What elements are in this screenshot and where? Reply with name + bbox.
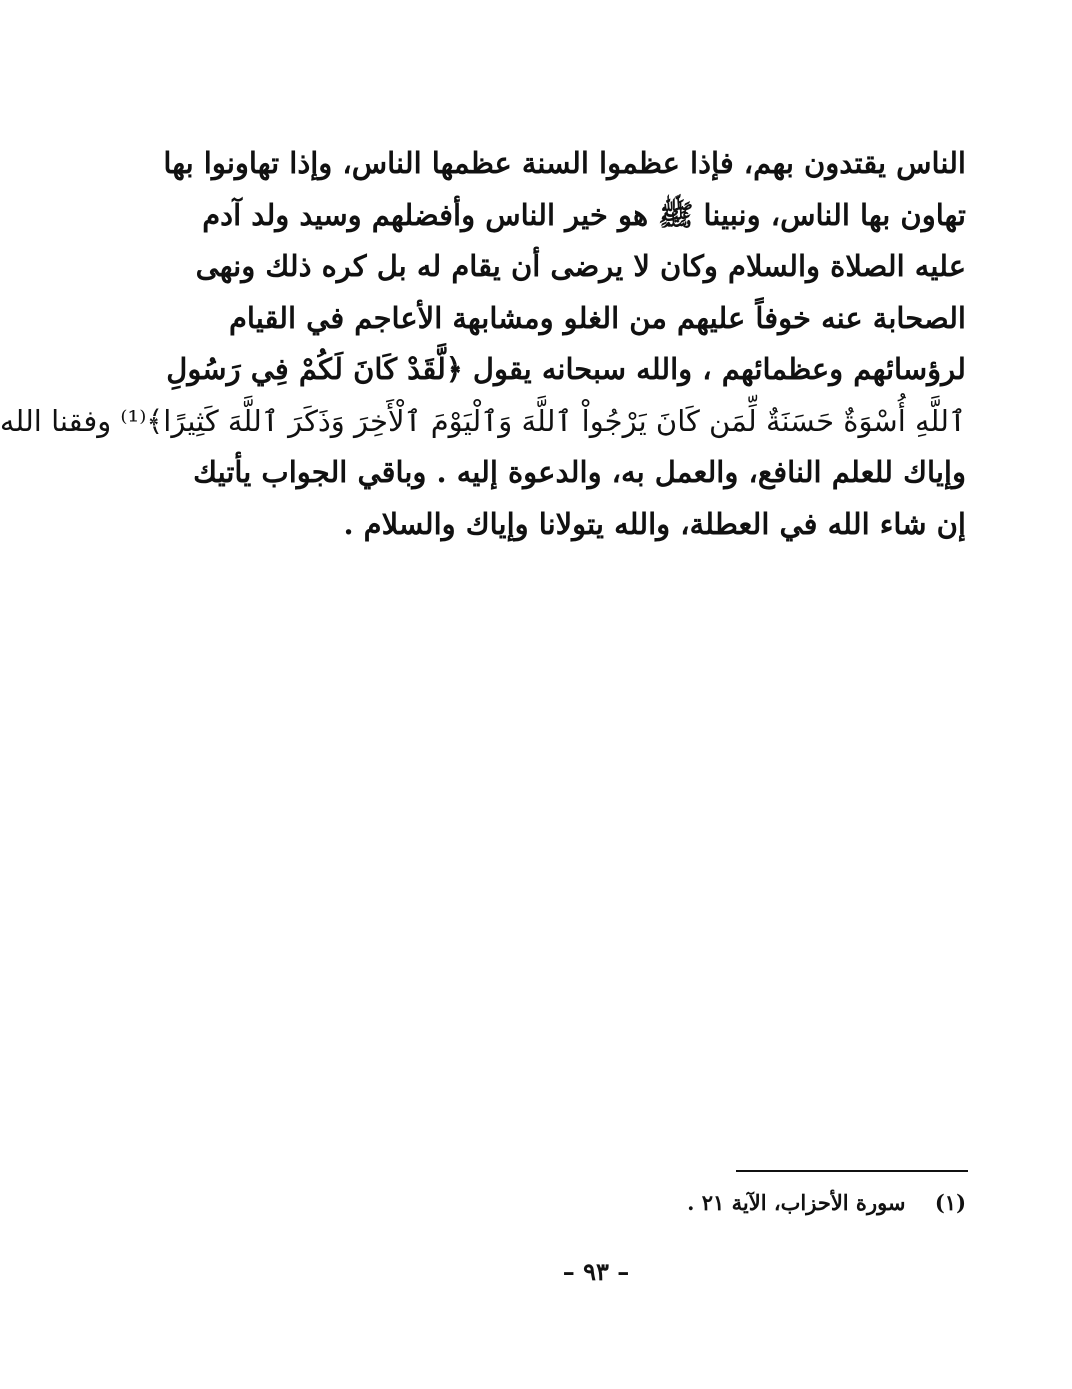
footnote-text: سورة الأحزاب، الآية ٢١ . [687, 1190, 906, 1215]
body-line-3: عليه الصلاة والسلام وكان لا يرضى أن يقام له بل كره ذلك ونهى [195, 249, 966, 283]
body-line-5: لرؤسائهم وعظمائهم ، والله سبحانه يقول ﴿لَّقَدْ كَانَ لَكُمْ فِي رَسُولِ [166, 352, 966, 386]
body-paragraph [0, 138, 966, 550]
body-line-1: الناس يقتدون بهم، فإذا عظموا السنة عظمها الناس، وإذا تهاونوا بها [163, 146, 966, 180]
body-line-4: الصحابة عنه خوفاً عليهم من الغلو ومشابهة الأعاجم في القيام [228, 300, 966, 335]
footnote-number: (١) [934, 1190, 966, 1215]
page-number: – ٩٣ – [562, 1257, 630, 1286]
body-line-6-quran-verse: ٱللَّهِ أُسْوَةٌ حَسَنَةٌ لِّمَن كَانَ يَرْجُواْ ٱللَّهَ وَٱلْيَوْمَ ٱلْأَخِرَ وَذَكَرَ ٱللَّهَ كَثِيرًا﴾⁽¹⁾ وفقنا الله [0, 403, 966, 438]
body-line-2: تهاون بها الناس، ونبينا ﷺ هو خير الناس وأفضلهم وسيد ولد آدم [202, 197, 966, 232]
footnote [687, 1190, 966, 1215]
footnote-divider [736, 1170, 968, 1172]
body-line-8: إن شاء الله في العطلة، والله يتولانا وإياك والسلام . [343, 506, 966, 541]
body-line-7: وإياك للعلم النافع، والعمل به، والدعوة إليه . وباقي الجواب يأتيك [193, 455, 966, 489]
